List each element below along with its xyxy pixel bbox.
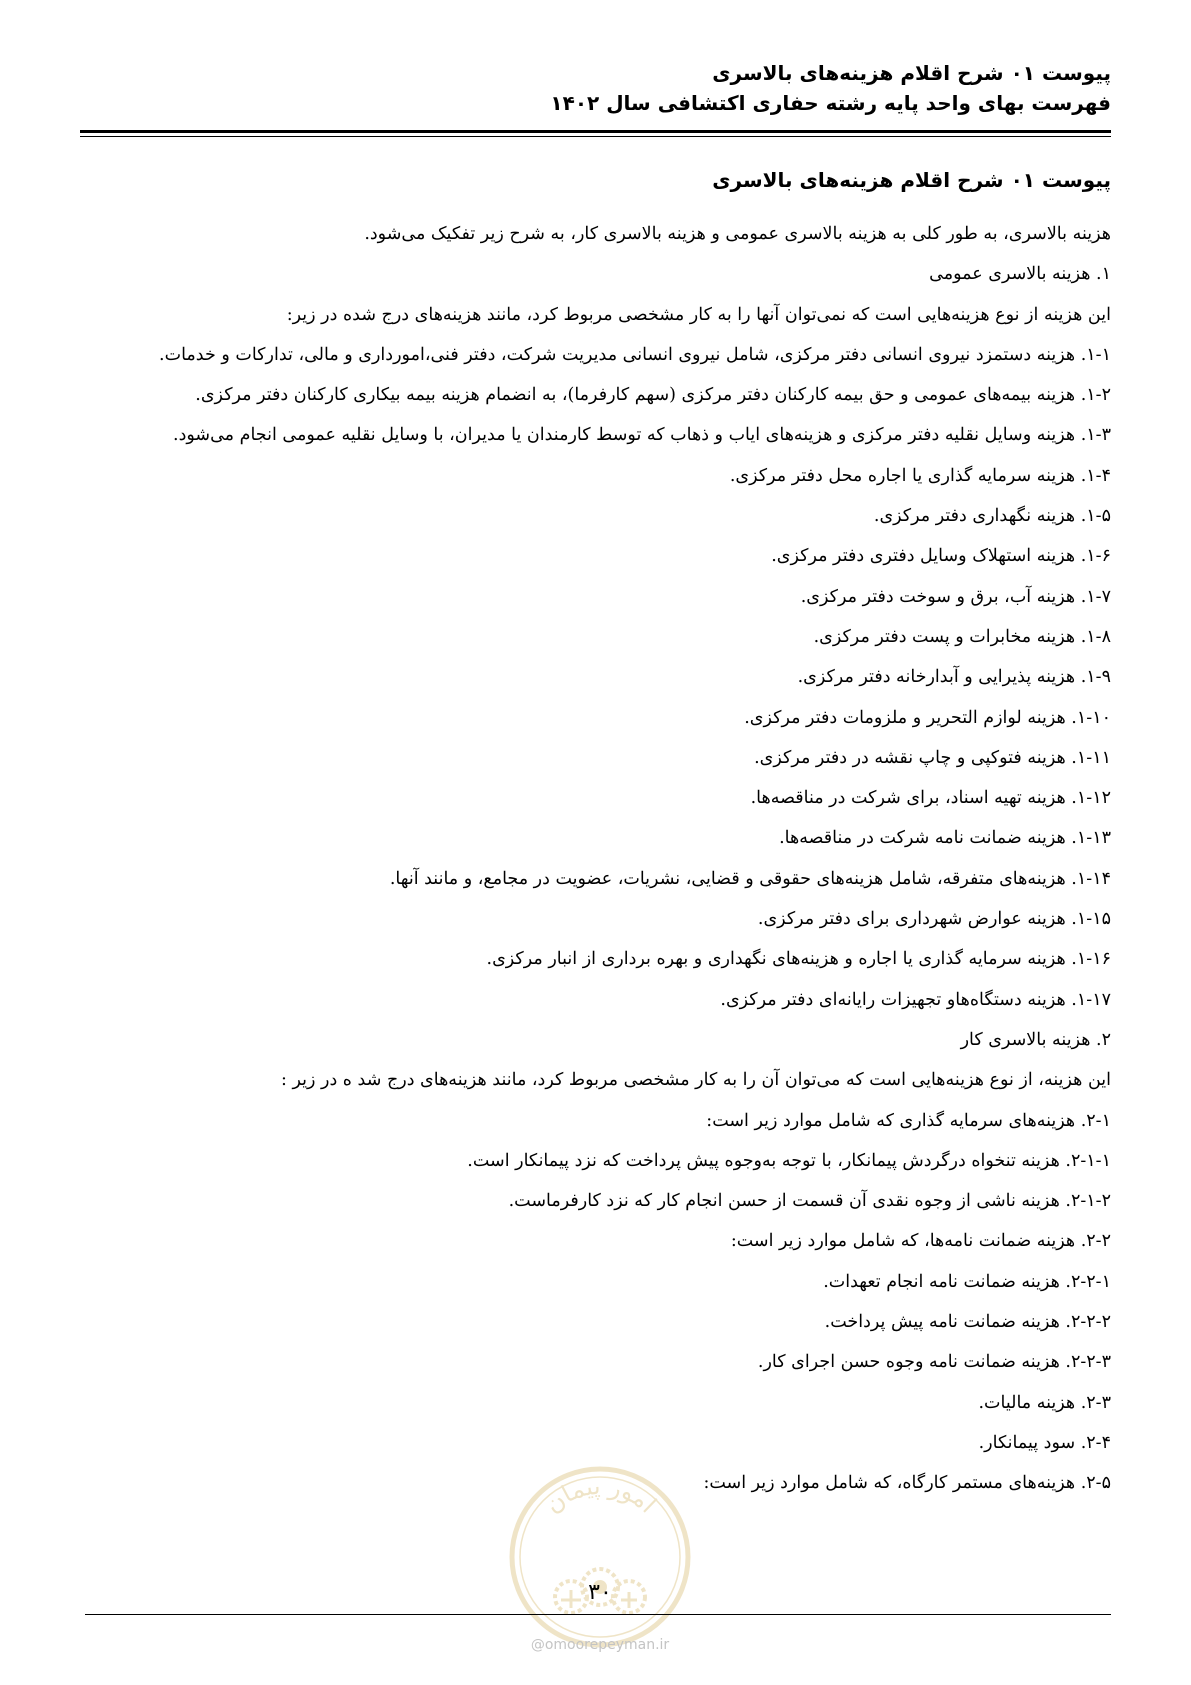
text-line: ۲-۱. هزینه‌های سرمایه گذاری که شامل موارد زیر است: <box>706 1110 1111 1131</box>
text-line: ۲-۲-۱. هزینه ضمانت نامه انجام تعهدات. <box>823 1271 1111 1292</box>
text-line: ۱-۷. هزینه آب، برق و سوخت دفتر مرکزی. <box>800 586 1111 607</box>
text-line: ۱-۱۱. هزینه فتوکپی و چاپ نقشه در دفتر مرکزی. <box>754 747 1111 768</box>
header-divider-thin <box>80 136 1111 137</box>
text-line: ۱-۱۶. هزینه سرمایه گذاری یا اجاره و هزینه‌های نگهداری و بهره برداری از انبار مرکزی. <box>486 949 1111 970</box>
text-line: ۱-۵. هزینه نگهداری دفتر مرکزی. <box>873 506 1111 527</box>
text-line: ۲-۲-۲. هزینه ضمانت نامه پیش پرداخت. <box>824 1312 1111 1333</box>
footer-divider <box>85 1614 1111 1615</box>
watermark-logo <box>505 1462 695 1652</box>
text-line: ۱-۲. هزینه بیمه‌های عمومی و حق بیمه کارکنان دفتر مرکزی (سهم کارفرما)، به انضمام هزینه بیمه بیکاری کارکنان دفتر مرکزی. <box>195 385 1111 406</box>
text-line: ۲-۴. سود پیمانکار. <box>978 1432 1111 1453</box>
text-line: ۱-۸. هزینه مخابرات و پست دفتر مرکزی. <box>813 626 1111 647</box>
header-divider-thick <box>80 130 1111 133</box>
text-line: ۲-۱-۲. هزینه ناشی از وجوه نقدی آن قسمت از حسن انجام کار که نزد کارفرماست. <box>508 1191 1111 1212</box>
text-line: ۲-۳. هزینه مالیات. <box>978 1392 1111 1413</box>
header-document-title: فهرست بهای واحد پایه رشته حفاری اکتشافی سال ۱۴۰۲ <box>550 91 1111 115</box>
text-line: ۱-۱۴. هزینه‌های متفرقه، شامل هزینه‌های حقوقی و قضایی، نشریات، عضویت در مجامع، و مانند آنها. <box>389 868 1111 889</box>
section-title: پیوست ۰۱ شرح اقلام هزینه‌های بالاسری <box>712 168 1111 192</box>
body-text <box>80 222 1111 1512</box>
text-line: ۱-۱۰. هزینه لوازم التحریر و ملزومات دفتر مرکزی. <box>744 707 1111 728</box>
text-line: ۱-۱۳. هزینه ضمانت نامه شرکت در مناقصه‌ها. <box>779 828 1111 849</box>
text-line: هزینه بالاسری، به طور کلی به هزینه بالاسری عمومی و هزینه بالاسری کار، به شرح زیر تفکیک می‌شود. <box>364 224 1111 244</box>
watermark-text: امور پیمان <box>539 1471 662 1519</box>
text-line: ۱. هزینه بالاسری عمومی <box>929 264 1111 285</box>
text-line: ۱-۱. هزینه دستمزد نیروی انسانی دفتر مرکزی، شامل نیروی انسانی مدیریت شرکت، دفتر فنی،امورداری و مالی، تدارکات و خدمات. <box>159 344 1111 365</box>
header-appendix-title: پیوست ۰۱ شرح اقلام هزینه‌های بالاسری <box>712 61 1111 85</box>
text-line: ۱-۱۷. هزینه دستگاه‌هاو تجهیزات رایانه‌ای دفتر مرکزی. <box>720 989 1111 1010</box>
text-line: ۲-۱-۱. هزینه تنخواه درگردش پیمانکار، با توجه به‌وجوه پیش پرداخت که نزد پیمانکار است. <box>467 1150 1111 1171</box>
text-line: ۱-۴. هزینه سرمایه گذاری یا اجاره محل دفتر مرکزی. <box>729 465 1111 486</box>
text-line: ۱-۶. هزینه استهلاک وسایل دفتری دفتر مرکزی. <box>771 546 1111 567</box>
page-header <box>80 58 1111 118</box>
footer-site-watermark: @omoorepeyman.ir <box>530 1637 670 1653</box>
text-line: ۱-۱۵. هزینه عوارض شهرداری برای دفتر مرکزی. <box>757 909 1111 930</box>
text-line: ۱-۱۲. هزینه تهیه اسناد، برای شرکت در مناقصه‌ها. <box>750 788 1111 809</box>
text-line: ۱-۳. هزینه وسایل نقلیه دفتر مرکزی و هزینه‌های ایاب و ذهاب که توسط کارمندان یا مدیران، با وسایل نقلیه عمومی انجام می‌شود. <box>173 425 1111 446</box>
text-line: ۲. هزینه بالاسری کار <box>960 1029 1111 1050</box>
text-line: ۱-۹. هزینه پذیرایی و آبدارخانه دفتر مرکزی. <box>797 667 1111 688</box>
text-line: ۲-۲-۳. هزینه ضمانت نامه وجوه حسن اجرای کار. <box>757 1352 1111 1373</box>
text-line: این هزینه، از نوع هزینه‌هایی است که می‌توان آن را به کار مشخصی مربوط کرد، مانند هزینه‌های درج شد ه در زیر : <box>281 1070 1111 1091</box>
text-line: این هزینه از نوع هزینه‌هایی است که نمی‌توان آنها را به کار مشخصی مربوط کرد، مانند هزینه‌های درج شده در زیر: <box>286 304 1111 325</box>
page-number: ۳۰ <box>588 1580 612 1605</box>
text-line: ۲-۲. هزینه ضمانت نامه‌ها، که شامل موارد زیر است: <box>730 1231 1111 1252</box>
text-line: ۲-۵. هزینه‌های مستمر کارگاه، که شامل موارد زیر است: <box>703 1473 1111 1494</box>
